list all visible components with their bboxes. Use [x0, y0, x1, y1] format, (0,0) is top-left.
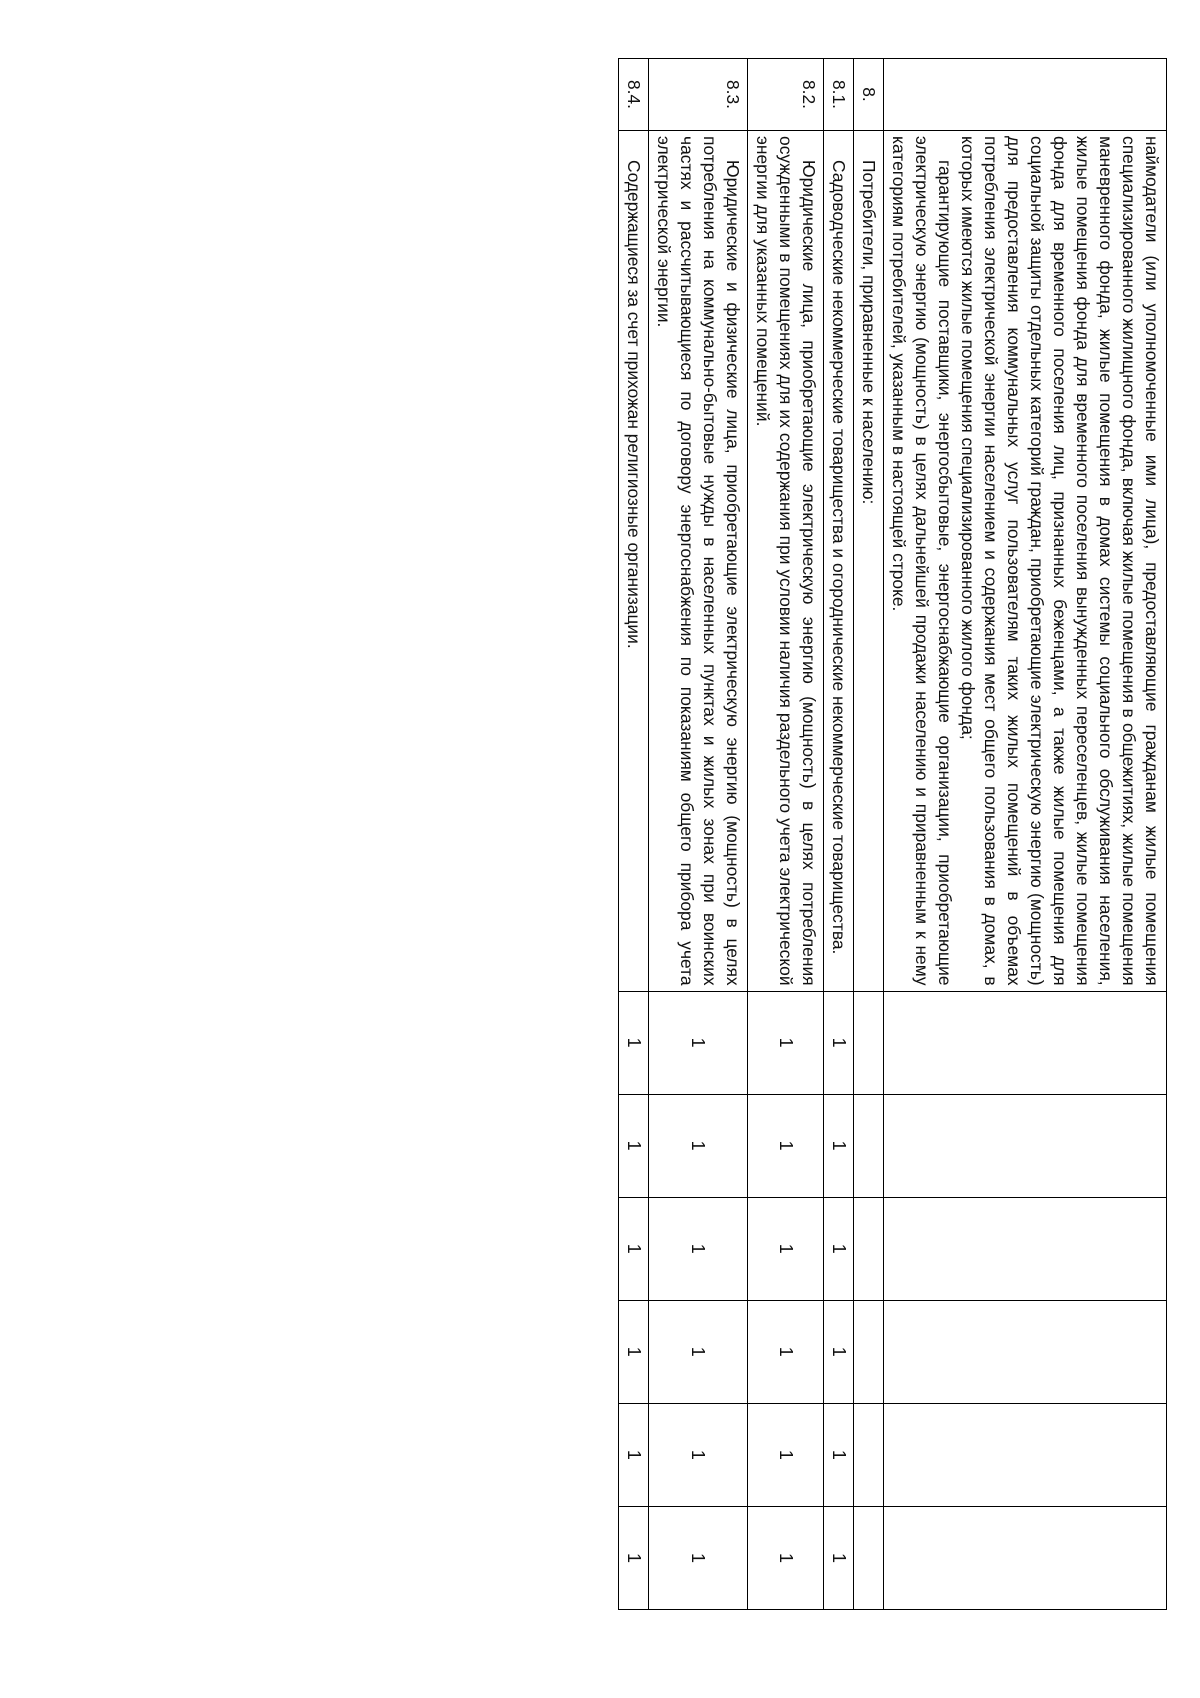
row-number: 8.4. — [619, 59, 649, 131]
row-description — [649, 131, 748, 992]
table-row — [824, 59, 854, 1610]
value-cell: 1 — [619, 1300, 649, 1403]
value-cell: 1 — [649, 1197, 748, 1300]
value-cell — [854, 1403, 884, 1506]
value-cell — [884, 1197, 1167, 1300]
row-number: 8. — [854, 59, 884, 131]
row-description — [619, 131, 649, 992]
table-row — [884, 59, 1167, 1610]
row-description — [854, 131, 884, 992]
value-cell: 1 — [619, 1506, 649, 1609]
value-cell: 1 — [824, 991, 854, 1094]
row-number — [884, 59, 1167, 131]
value-cell: 1 — [824, 1506, 854, 1609]
value-cell — [854, 1197, 884, 1300]
value-cell: 1 — [619, 991, 649, 1094]
table-row — [619, 59, 649, 1610]
value-cell: 1 — [824, 1094, 854, 1197]
value-cell: 1 — [619, 1094, 649, 1197]
row-description — [748, 131, 824, 992]
value-cell: 1 — [748, 991, 824, 1094]
value-cell — [884, 1300, 1167, 1403]
row-description — [884, 131, 1167, 992]
value-cell: 1 — [649, 1403, 748, 1506]
row-number: 8.1. — [824, 59, 854, 131]
row-paragraph: Юридические и физические лица, приобретающие электрическую энергию (мощность) в целях потребления на коммунально-бытовые нужды в населенных пунктах и жилых зонах при воинских частях и рассчитывающиеся по договору энергоснабжения по показаниям общего прибора учета электрической энергии. — [654, 136, 743, 986]
value-cell — [884, 1403, 1167, 1506]
value-cell: 1 — [649, 1300, 748, 1403]
row-number: 8.2. — [748, 59, 824, 131]
table-row — [854, 59, 884, 1610]
value-cell — [884, 1094, 1167, 1197]
value-cell: 1 — [649, 1506, 748, 1609]
value-cell: 1 — [649, 1094, 748, 1197]
value-cell: 1 — [619, 1403, 649, 1506]
value-cell: 1 — [649, 991, 748, 1094]
value-cell: 1 — [748, 1197, 824, 1300]
row-paragraph: Садоводческие некоммерческие товарищества и огороднические некоммерческие товарищества. — [829, 160, 849, 955]
value-cell: 1 — [748, 1094, 824, 1197]
table-row — [748, 59, 824, 1610]
value-cell: 1 — [619, 1197, 649, 1300]
table-row — [649, 59, 748, 1610]
value-cell: 1 — [824, 1197, 854, 1300]
row-paragraph: Потребители, приравненные к населению: — [859, 160, 879, 505]
row-number: 8.3. — [649, 59, 748, 131]
value-cell — [884, 1506, 1167, 1609]
value-cell: 1 — [748, 1403, 824, 1506]
value-cell — [884, 991, 1167, 1094]
tariff-table — [618, 58, 1167, 1610]
row-paragraph: наймодатели (или уполномоченные ими лица), предоставляющие гражданам жилые помещения специализированного жилищного фонда, включая жилые помещения в общежитиях, жилые помещения маневренного фонда, жилые помещения в домах системы социального обслуживания населения, жилые помещения фонда для временного поселения вынужденных переселенцев, жилые помещения фонда для временного поселения лиц, признанных беженцами, а также жилые помещения для социальной защиты отдельных категорий граждан, приобретающие электрическую энергию (мощность) для предоставления коммунальных услуг пользователям таких жилых помещений в объемах потребления электрической энергии населением и содержания мест общего пользования в домах, в которых имеются жилые помещения специализированного жилого фонда; — [958, 136, 1162, 986]
value-cell: 1 — [824, 1300, 854, 1403]
value-cell — [854, 1300, 884, 1403]
row-paragraph: гарантирующие поставщики, энергосбытовые, энергоснабжающие организации, приобретающие электрическую энергию (мощность) в целях дальнейшей продажи населению и приравненным к нему категориям потребителей, указанным в настоящей строке. — [889, 136, 955, 986]
row-paragraph: Содержащиеся за счет прихожан религиозные организации. — [624, 160, 644, 649]
value-cell: 1 — [748, 1506, 824, 1609]
row-description — [824, 131, 854, 992]
value-cell: 1 — [748, 1300, 824, 1403]
value-cell — [854, 1506, 884, 1609]
value-cell — [854, 1094, 884, 1197]
value-cell: 1 — [824, 1403, 854, 1506]
value-cell — [854, 991, 884, 1094]
row-paragraph: Юридические лица, приобретающие электрическую энергию (мощность) в целях потребления осужденными в помещениях для их содержания при условии наличия раздельного учета электрической энергии для указанных помещений. — [753, 136, 819, 986]
